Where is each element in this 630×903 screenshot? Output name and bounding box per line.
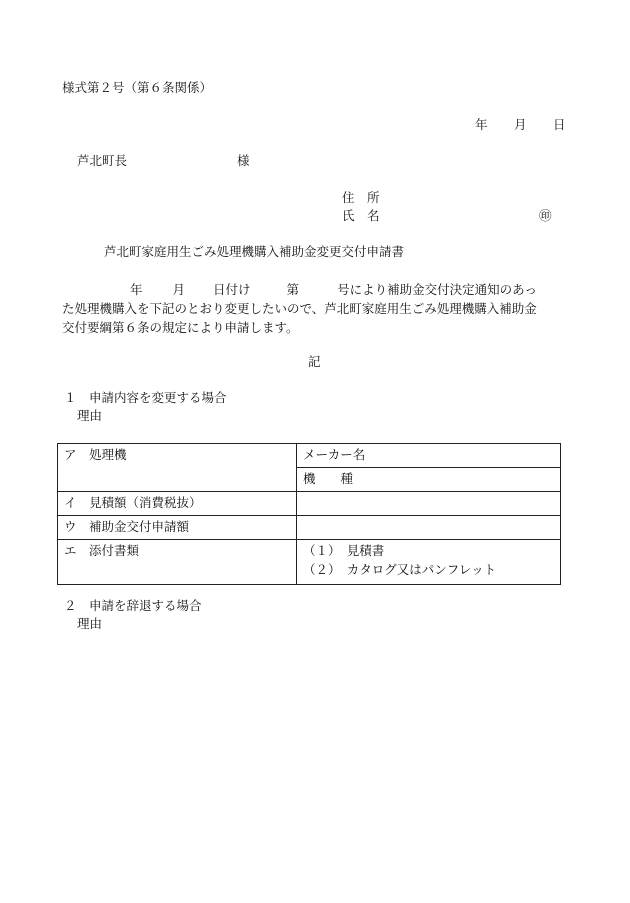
table-row (58, 540, 561, 585)
date-month: 月 (514, 117, 527, 132)
date-day: 日 (553, 117, 566, 132)
attachment-item: （２） カタログ又はパンフレット (303, 562, 497, 577)
row-i-label: イ 見積額（消費税抜） (58, 492, 297, 516)
addressee-honorific: 様 (237, 153, 250, 168)
attachments-cell (297, 540, 561, 585)
model-cell: 機 種 (297, 468, 561, 492)
body-line-2: た処理機購入を下記のとおり変更したいので、芦北町家庭用生ごみ処理機購入補助金 (62, 301, 537, 316)
date-year: 年 (475, 117, 488, 132)
body-line-3: 交付要綱第６条の規定により申請します。 (62, 320, 299, 335)
application-table (57, 443, 561, 585)
table-row (58, 492, 561, 516)
body-no: 第 (286, 282, 300, 297)
body-dated: 日付け (213, 282, 251, 297)
row-u-label: ウ 補助金交付申請額 (58, 516, 297, 540)
body-paragraph (62, 280, 580, 337)
section2-reason: 理由 (77, 616, 103, 631)
ki-marker: 記 (308, 354, 321, 369)
body-line-1 (62, 280, 580, 299)
document-title: 芦北町家庭用生ごみ処理機購入補助金変更交付申請書 (104, 244, 405, 259)
subsidy-value-cell (297, 516, 561, 540)
maker-cell: メーカー名 (297, 444, 561, 468)
body-line-1-rest: 号により補助金交付決定通知のあっ (337, 282, 537, 297)
section1-reason: 理由 (77, 408, 103, 423)
name-label: 氏 名 (342, 208, 380, 223)
seal-mark: ㊞ (539, 208, 552, 223)
body-year: 年 (130, 282, 143, 297)
section1-heading: １ 申請内容を変更する場合 (64, 390, 227, 405)
body-month: 月 (172, 282, 186, 297)
addressee-name: 芦北町長 (77, 153, 128, 168)
row-a-label: ア 処理機 (58, 444, 297, 492)
section2-heading: ２ 申請を辞退する場合 (64, 598, 202, 613)
form-label: 様式第２号（第６条関係） (62, 80, 213, 95)
row-e-label: エ 添付書類 (58, 540, 297, 585)
table-row (58, 516, 561, 540)
attachment-item: （１） 見積書 (303, 543, 385, 558)
table-row (58, 444, 561, 468)
address-label: 住 所 (342, 190, 380, 205)
estimate-value-cell (297, 492, 561, 516)
